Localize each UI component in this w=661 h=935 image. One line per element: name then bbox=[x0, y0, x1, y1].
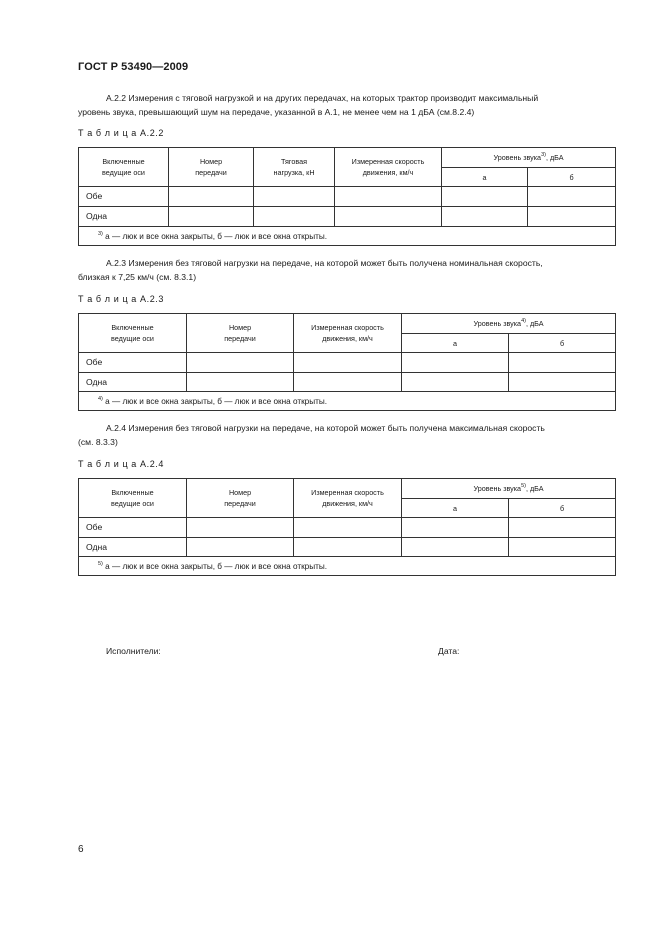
table-a23-header-speed: Измеренная скорость движения, км/ч bbox=[294, 314, 402, 353]
table-a22-subheader-b: б bbox=[528, 168, 616, 187]
table-a22-header-axes: Включенные ведущие оси bbox=[79, 148, 169, 187]
table-a22-caption: Т а б л и ц а А.2.2 bbox=[78, 128, 165, 138]
table-a23-footnote: $^{4)}$ а — люк и все окна закрыты, б — люк и все окна открыты. bbox=[79, 392, 616, 411]
table-a22 bbox=[78, 147, 616, 246]
table-a24-subheader-b: б bbox=[509, 499, 616, 518]
paragraph-a24-line1: А.2.4 Измерения без тяговой нагрузки на передаче, на которой может быть получена максимальная скорость bbox=[106, 423, 545, 433]
table-row bbox=[79, 353, 616, 373]
table-a23 bbox=[78, 313, 616, 411]
table-row bbox=[79, 518, 616, 538]
table-a24-header-sound: Уровень звука$^{5)}$, дБА bbox=[402, 479, 616, 499]
paragraph-a22-line2: уровень звука, превышающий шум на передаче, указанной в А.1, не менее чем на 1 дБА (см.8.2.4) bbox=[78, 107, 475, 117]
paragraph-a24-line2: (см. 8.3.3) bbox=[78, 437, 118, 447]
page-number: 6 bbox=[78, 844, 84, 855]
table-a24-header-speed: Измеренная скорость движения, км/ч bbox=[294, 479, 402, 518]
table-a24-subheader-a: а bbox=[402, 499, 509, 518]
paragraph-a23 bbox=[78, 256, 616, 284]
performers-label: Исполнители: bbox=[106, 646, 161, 656]
table-a24-footnote: $^{5)}$ а — люк и все окна закрыты, б — люк и все окна открыты. bbox=[79, 557, 616, 576]
table-a22-row-one: Одна bbox=[79, 207, 169, 227]
date-label: Дата: bbox=[438, 646, 460, 656]
table-a23-subheader-a: а bbox=[402, 334, 509, 353]
table-a22-header-sound: Уровень звука$^{3)}$, дБА bbox=[442, 148, 616, 168]
table-a23-header-sound: Уровень звука$^{4)}$, дБА bbox=[402, 314, 616, 334]
table-a24-header-gear: Номер передачи bbox=[187, 479, 294, 518]
table-a24-caption: Т а б л и ц а А.2.4 bbox=[78, 459, 165, 469]
table-a22-header-gear: Номер передачи bbox=[169, 148, 254, 187]
table-a23-row-one: Одна bbox=[79, 373, 187, 392]
table-a22-header-speed: Измеренная скорость движения, км/ч bbox=[335, 148, 442, 187]
table-a24 bbox=[78, 478, 616, 576]
table-a23-header-gear: Номер передачи bbox=[187, 314, 294, 353]
table-a23-subheader-b: б bbox=[509, 334, 616, 353]
table-row bbox=[79, 373, 616, 392]
table-a23-row-both: Обе bbox=[79, 353, 187, 373]
paragraph-a22-line1: А.2.2 Измерения с тяговой нагрузкой и на других передачах, на которых трактор производит максимальный bbox=[106, 93, 539, 103]
document-header: ГОСТ Р 53490—2009 bbox=[78, 61, 189, 73]
table-a24-row-one: Одна bbox=[79, 538, 187, 557]
table-a24-header-axes: Включенные ведущие оси bbox=[79, 479, 187, 518]
table-row bbox=[79, 187, 616, 207]
paragraph-a22 bbox=[78, 91, 616, 119]
paragraph-a23-line1: А.2.3 Измерения без тяговой нагрузки на передаче, на которой может быть получена номинальная скорость, bbox=[106, 258, 543, 268]
table-a23-header-axes: Включенные ведущие оси bbox=[79, 314, 187, 353]
table-row bbox=[79, 207, 616, 227]
table-a22-row-both: Обе bbox=[79, 187, 169, 207]
paragraph-a24 bbox=[78, 421, 616, 449]
table-row bbox=[79, 538, 616, 557]
paragraph-a23-line2: близкая к 7,25 км/ч (см. 8.3.1) bbox=[78, 272, 197, 282]
table-a22-header-load: Тяговая нагрузка, кН bbox=[254, 148, 335, 187]
table-a22-footnote: $^{3)}$ а — люк и все окна закрыты, б — люк и все окна открыты. bbox=[79, 227, 616, 246]
table-a23-caption: Т а б л и ц а А.2.3 bbox=[78, 294, 165, 304]
table-a22-subheader-a: а bbox=[442, 168, 528, 187]
table-a24-row-both: Обе bbox=[79, 518, 187, 538]
